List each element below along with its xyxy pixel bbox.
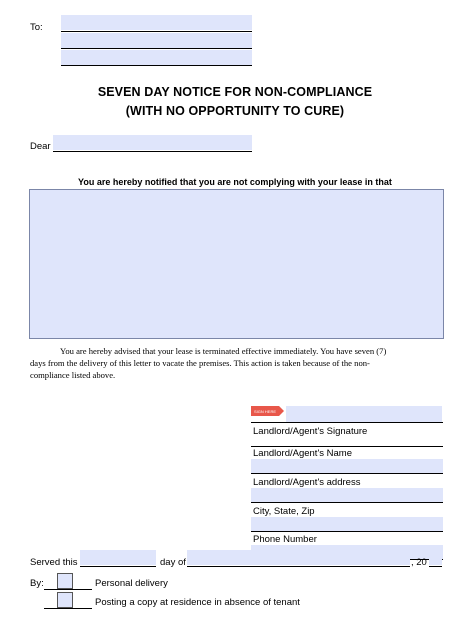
noncompliance-heading: You are hereby notified that you are not complying with your lease in that <box>78 177 392 187</box>
posting-copy-label: Posting a copy at residence in absence of tenant <box>95 597 300 608</box>
city-state-zip-field[interactable] <box>251 517 443 531</box>
to-line-3-underline <box>61 65 252 66</box>
name-label: Landlord/Agent's Name <box>253 448 352 459</box>
dear-label: Dear <box>30 141 51 152</box>
landlord-name-field[interactable] <box>251 459 443 473</box>
to-line-1-field[interactable] <box>61 15 252 30</box>
dear-underline <box>53 151 252 152</box>
served-month-underline <box>187 566 410 567</box>
address-label: Landlord/Agent's address <box>253 477 361 488</box>
signature-label: Landlord/Agent's Signature <box>253 426 368 437</box>
served-day-underline <box>80 566 156 567</box>
personal-delivery-underline <box>44 589 92 590</box>
signature-underline <box>251 422 443 423</box>
name-underline-top <box>251 446 443 447</box>
by-label: By: <box>30 578 44 589</box>
signature-field[interactable] <box>286 406 442 422</box>
dear-name-field[interactable] <box>53 135 252 150</box>
to-line-1-underline <box>61 31 252 32</box>
sign-here-flag-icon <box>251 406 285 416</box>
served-year-underline <box>429 566 442 567</box>
day-of-label: day of <box>160 557 186 568</box>
to-line-3-field[interactable] <box>61 50 252 65</box>
document-title-line-1: SEVEN DAY NOTICE FOR NON-COMPLIANCE <box>97 85 373 99</box>
address-underline <box>251 502 443 503</box>
termination-paragraph-line-2: days from the delivery of this letter to vacate the premises. This action is taken because of the non- <box>30 358 370 368</box>
served-year-field[interactable] <box>429 550 442 565</box>
termination-paragraph-line-3: compliance listed above. <box>30 370 116 380</box>
posting-copy-underline <box>44 608 92 609</box>
personal-delivery-label: Personal delivery <box>95 578 168 589</box>
noncompliance-details-textarea[interactable] <box>29 189 444 339</box>
sign-here-flag-text: SIGN HERE <box>254 409 277 414</box>
posting-copy-checkbox[interactable] <box>57 592 73 608</box>
served-day-field[interactable] <box>80 550 156 565</box>
city-state-zip-label: City, State, Zip <box>253 506 315 517</box>
to-line-2-underline <box>61 48 252 49</box>
landlord-address-field[interactable] <box>251 488 443 502</box>
document-title-line-2: (WITH NO OPPORTUNITY TO CURE) <box>125 104 345 118</box>
termination-paragraph-line-1: You are hereby advised that your lease is terminated effective immediately. You have seven (7) <box>60 346 387 356</box>
personal-delivery-checkbox[interactable] <box>57 573 73 589</box>
served-this-label: Served this <box>30 557 78 568</box>
city-underline <box>251 531 443 532</box>
year-prefix-label: , 20 <box>411 557 427 568</box>
served-month-field[interactable] <box>187 550 410 565</box>
name-underline <box>251 473 443 474</box>
to-label: To: <box>30 22 43 33</box>
phone-label: Phone Number <box>253 534 317 545</box>
to-line-2-field[interactable] <box>61 33 252 48</box>
